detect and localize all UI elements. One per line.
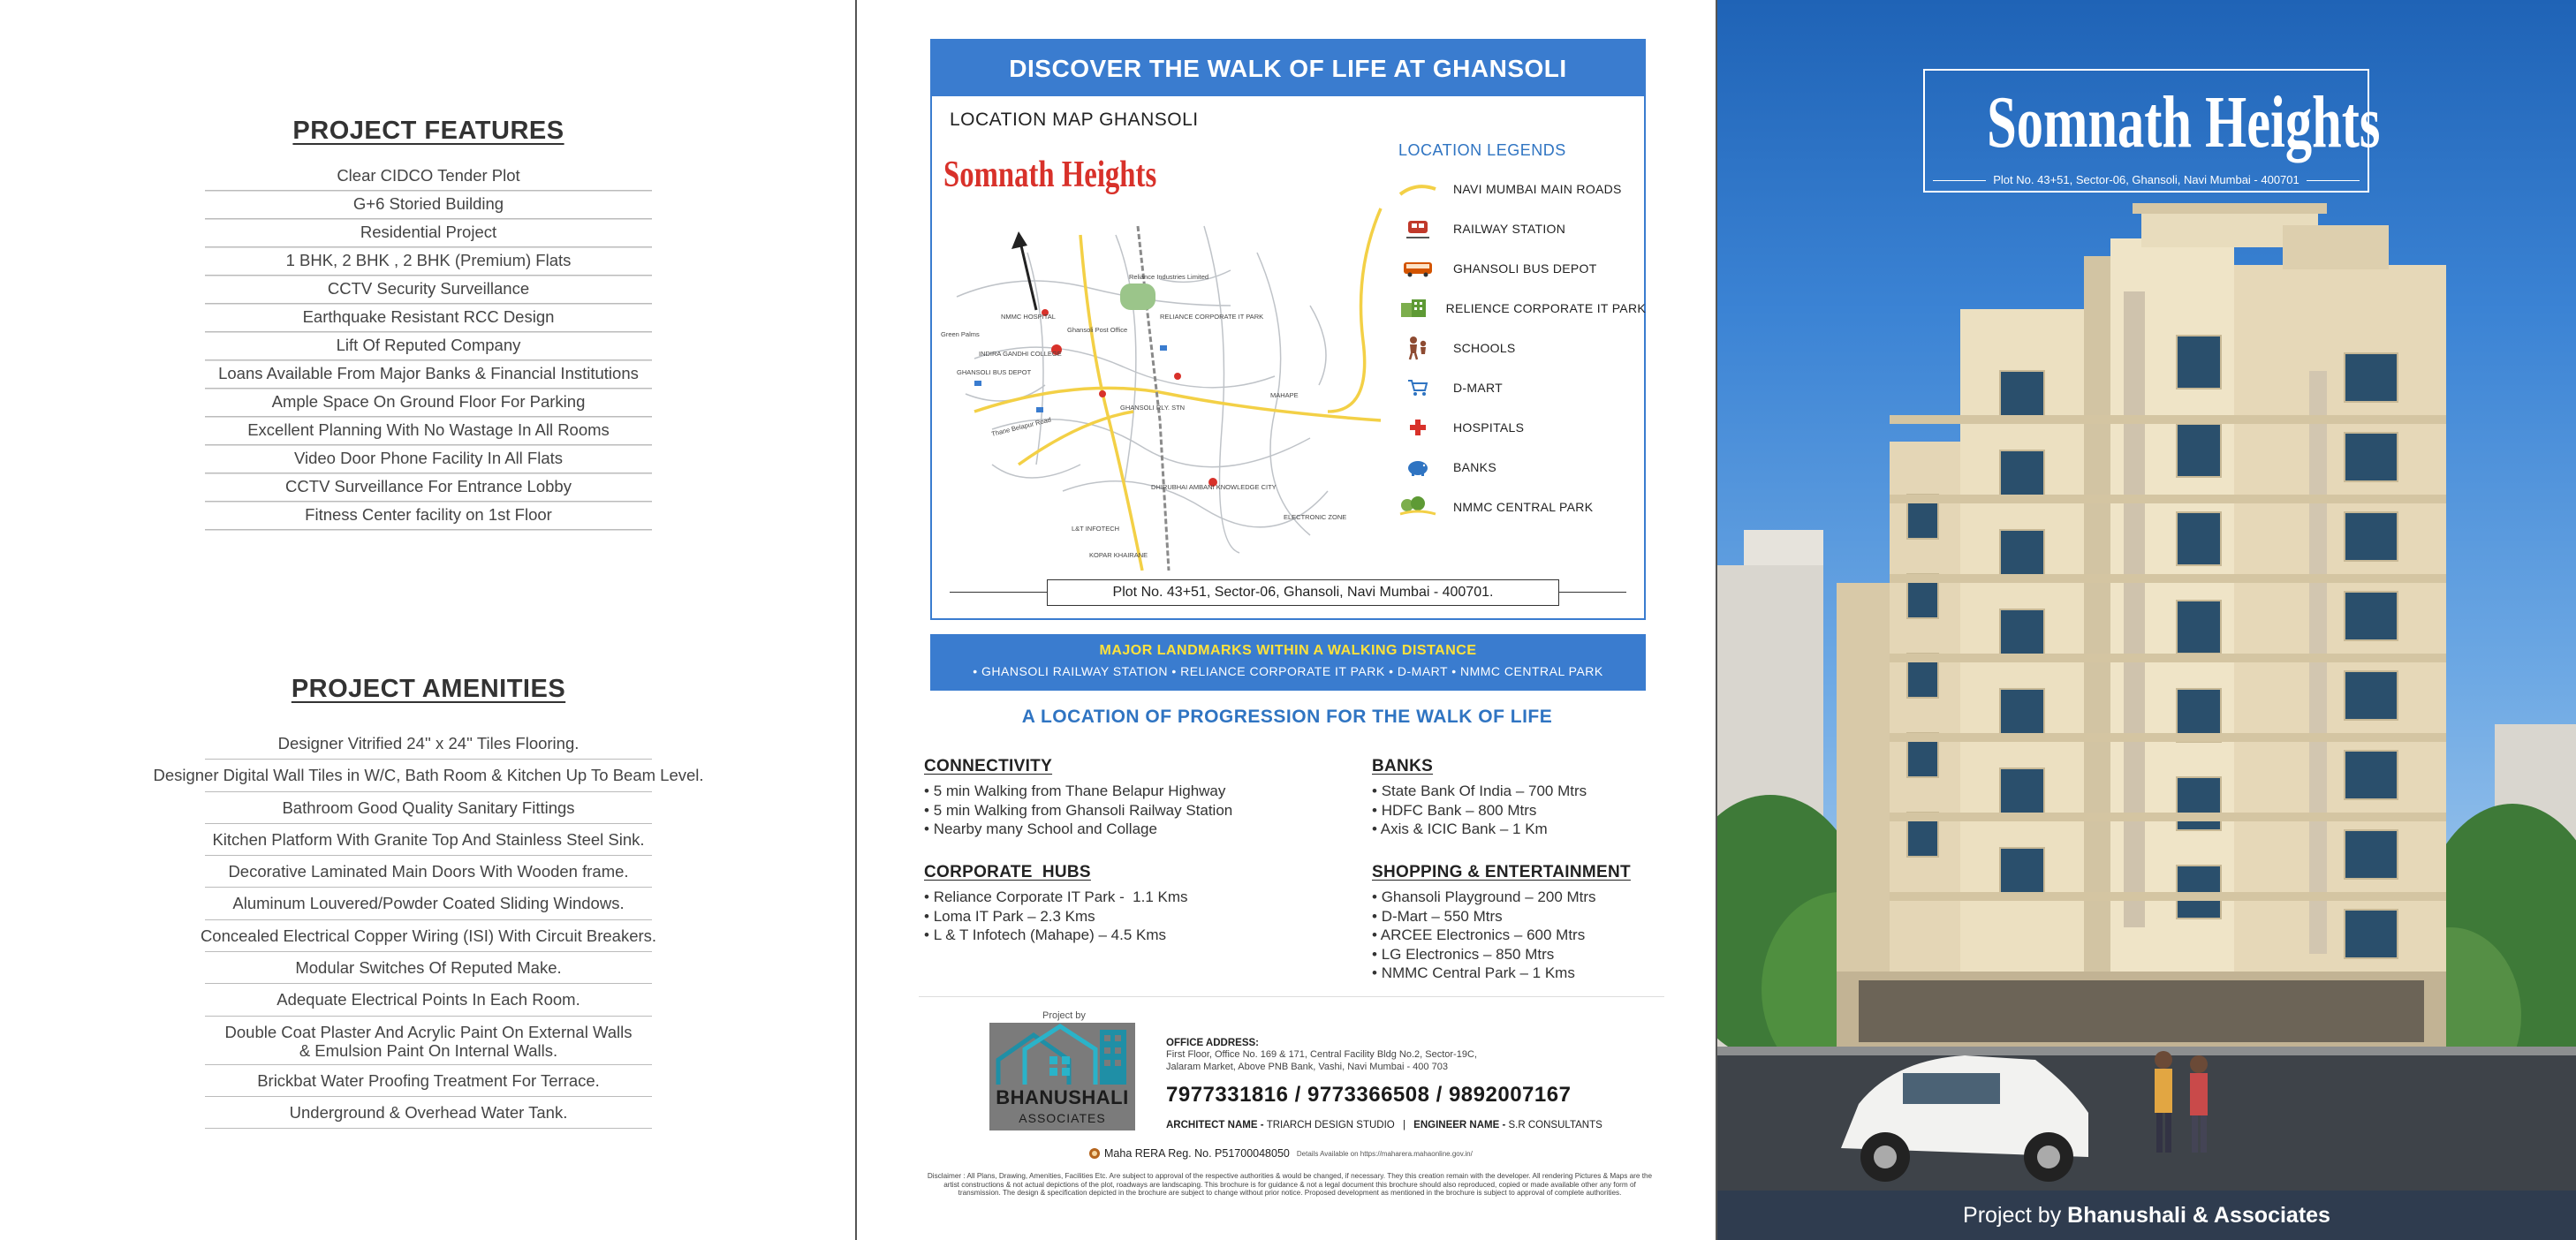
- map-label-mahape: MAHAPE: [1270, 391, 1299, 399]
- logo-name: BHANUSHALI: [996, 1086, 1129, 1108]
- cover-footer-prefix: Project by: [1963, 1203, 2062, 1228]
- office-heading: OFFICE ADDRESS:: [1166, 1038, 1259, 1048]
- list-item: • Axis & ICIC Bank – 1 Km: [1372, 820, 1699, 839]
- map-label-hospital: NMMC HOSPITAL: [1001, 313, 1056, 321]
- map-label-electronic: ELECTRONIC ZONE: [1284, 513, 1347, 521]
- legend-label: SCHOOLS: [1453, 341, 1516, 355]
- legend-item: [1398, 251, 1646, 286]
- amenity-item: Aluminum Louvered/Powder Coated Sliding Windows.: [133, 888, 724, 920]
- feature-item: Fitness Center facility on 1st Floor: [205, 502, 652, 530]
- map-address-text: Plot No. 43+51, Sector-06, Ghansoli, Navi Mumbai - 400701.: [1047, 579, 1559, 606]
- legend-label: NMMC CENTRAL PARK: [1453, 500, 1594, 514]
- map-label-kopar: KOPAR KHAIRANE: [1089, 551, 1148, 559]
- disclaimer: Disclaimer : All Plans, Drawing, Amenities, Facilities Etc. Are subject to approval of the respective authorities & would be changed, if necessary. They this creation remain with the developer. All rendering Pictures & Maps are the artist constructions & not actual depictions of the plot, roadways are landscaping. This brochure is for guidance & not a legal document this brochure should also reproduced, copied or made available other any form of transmission. The design & specification depicted in the brochure are subject to change without prior notice. Proposed development as mentioned in the brochure is subject to approval of complete authorities.: [927, 1172, 1653, 1197]
- amenities-title: PROJECT AMENITIES: [291, 675, 566, 703]
- legend-item: [1398, 171, 1646, 207]
- bus-icon: [1398, 257, 1437, 280]
- shopping-title: SHOPPING & ENTERTAINMENT: [1372, 863, 1631, 881]
- shopping-section: [1372, 863, 1699, 983]
- cover-panel: [1717, 0, 2576, 1240]
- list-item: • ARCEE Electronics – 600 Mtrs: [1372, 926, 1699, 945]
- list-item: • 5 min Walking from Ghansoli Railway Station: [924, 801, 1251, 820]
- architect-engineer: ARCHITECT NAME - TRIARCH DESIGN STUDIO | ENGINEER NAME - S.R CONSULTANTS: [1166, 1120, 1602, 1130]
- train-icon: [1398, 217, 1437, 240]
- list-item: • HDFC Bank – 800 Mtrs: [1372, 801, 1699, 820]
- amenity-item: Designer Vitrified 24'' x 24'' Tiles Flooring.: [133, 729, 724, 760]
- legend-item: [1398, 410, 1646, 445]
- engineer-name: S.R CONSULTANTS: [1508, 1120, 1602, 1130]
- map-label-dhirubhai: DHIRUBHAI AMBANI KNOWLEDGE CITY: [1151, 483, 1277, 491]
- legend-label: NAVI MUMBAI MAIN ROADS: [1453, 182, 1622, 196]
- features-panel: [0, 0, 857, 1240]
- map-label-road: Thane Belapur Road: [990, 415, 1052, 438]
- list-item: • State Bank Of India – 700 Mtrs: [1372, 782, 1699, 801]
- map-title: LOCATION MAP GHANSOLI: [950, 110, 1199, 130]
- feature-item: Lift Of Reputed Company: [205, 332, 652, 360]
- corporate-title: CORPORATE HUBS: [924, 863, 1091, 881]
- rera-number: Maha RERA Reg. No. P51700048050: [1104, 1147, 1290, 1160]
- map-label-reliance: Reliance Industries Limited: [1129, 273, 1209, 281]
- list-item: • NMMC Central Park – 1 Kms: [1372, 964, 1699, 983]
- amenity-item: Brickbat Water Proofing Treatment For Terrace.: [133, 1066, 724, 1098]
- map-address: [950, 579, 1626, 606]
- amenity-item: Double Coat Plaster And Acrylic Paint On External Walls & Emulsion Paint On Internal Walls.: [133, 1017, 724, 1066]
- office-line: Jalaram Market, Above PNB Bank, Vashi, Navi Mumbai - 400 703: [1166, 1062, 1448, 1072]
- list-item: • Reliance Corporate IT Park - 1.1 Kms: [924, 888, 1251, 907]
- architect-label: ARCHITECT NAME -: [1166, 1120, 1267, 1130]
- legend-title: LOCATION LEGENDS: [1398, 141, 1566, 159]
- map-label-reliance-park: RELIANCE CORPORATE IT PARK: [1160, 313, 1264, 321]
- phone-numbers[interactable]: 7977331816 / 9773366508 / 9892007167: [1166, 1083, 1572, 1107]
- building-icon: [1398, 297, 1430, 320]
- cover-footer-name: Bhanushali & Associates: [2067, 1203, 2330, 1228]
- landmarks-items: • GHANSOLI RAILWAY STATION • RELIANCE CORPORATE IT PARK • D-MART • NMMC CENTRAL PARK: [973, 664, 1603, 678]
- progression-title: A LOCATION OF PROGRESSION FOR THE WALK OF LIFE: [1021, 707, 1553, 727]
- legend-item: [1398, 450, 1646, 485]
- map-label-bus: GHANSOLI BUS DEPOT: [957, 368, 1032, 376]
- project-by-label: Project by: [1042, 1010, 1086, 1021]
- feature-item: G+6 Storied Building: [205, 191, 652, 219]
- landmarks-title: MAJOR LANDMARKS WITHIN A WALKING DISTANCE: [1099, 643, 1477, 658]
- cover-address: [1925, 173, 2368, 186]
- list-item: • D-Mart – 550 Mtrs: [1372, 907, 1699, 926]
- cover-footer: [1717, 1191, 2576, 1240]
- amenity-item: Concealed Electrical Copper Wiring (ISI) With Circuit Breakers.: [133, 921, 724, 953]
- features-list: [205, 163, 652, 530]
- features-title: PROJECT FEATURES: [292, 117, 564, 145]
- corporate-section: [924, 863, 1251, 945]
- feature-item: CCTV Surveillance For Entrance Lobby: [205, 473, 652, 502]
- legend-label: RELIENCE CORPORATE IT PARK: [1445, 301, 1646, 315]
- map-label-post: Ghansoli Post Office: [1067, 326, 1128, 334]
- list-item: • Ghansoli Playground – 200 Mtrs: [1372, 888, 1699, 907]
- location-map[interactable]: [939, 200, 1398, 571]
- location-panel: [857, 0, 1717, 1240]
- cover-brand-name: Somnath Heights: [1987, 81, 2381, 163]
- feature-item: Loans Available From Major Banks & Financial Institutions: [205, 360, 652, 389]
- office-address: [1166, 1038, 1625, 1073]
- map-brand-logo: Somnath Heights: [943, 155, 1157, 195]
- location-heading: DISCOVER THE WALK OF LIFE AT GHANSOLI: [932, 41, 1644, 96]
- piggy-bank-icon: [1398, 456, 1437, 479]
- rera-note[interactable]: Details Available on https://maharera.mahaonline.gov.in/: [1296, 1149, 1473, 1158]
- amenity-item: Decorative Laminated Main Doors With Wooden frame.: [133, 857, 724, 888]
- landmarks-box: [930, 634, 1646, 691]
- feature-item: 1 BHK, 2 BHK , 2 BHK (Premium) Flats: [205, 247, 652, 276]
- map-label-lt: L&T INFOTECH: [1072, 525, 1120, 533]
- list-item: • Loma IT Park – 2.3 Kms: [924, 907, 1251, 926]
- school-icon: [1398, 336, 1437, 359]
- banks-title: BANKS: [1372, 757, 1434, 775]
- connectivity-section: [924, 757, 1251, 839]
- amenity-item: Kitchen Platform With Granite Top And Stainless Steel Sink.: [133, 825, 724, 857]
- legend-item: [1398, 370, 1646, 405]
- legend-item: [1398, 291, 1646, 326]
- legend-item: [1398, 211, 1646, 246]
- feature-item: Excellent Planning With No Wastage In All Rooms: [205, 417, 652, 445]
- legend-label: D-MART: [1453, 381, 1503, 395]
- feature-item: Video Door Phone Facility In All Flats: [205, 445, 652, 473]
- feature-item: Ample Space On Ground Floor For Parking: [205, 389, 652, 417]
- amenity-item: Modular Switches Of Reputed Make.: [133, 953, 724, 985]
- location-map-box: [930, 39, 1646, 620]
- connectivity-title: CONNECTIVITY: [924, 757, 1053, 775]
- divider: [919, 996, 1664, 997]
- legend-label: BANKS: [1453, 460, 1496, 474]
- map-label-green-palms: Green Palms: [941, 330, 980, 338]
- legend-item: [1398, 489, 1646, 525]
- amenity-item: Designer Digital Wall Tiles in W/C, Bath Room & Kitchen Up To Beam Level.: [133, 760, 724, 792]
- amenity-item: Underground & Overhead Water Tank.: [133, 1098, 724, 1130]
- cart-icon: [1398, 376, 1437, 399]
- list-item: • Nearby many School and Collage: [924, 820, 1251, 839]
- office-line: First Floor, Office No. 169 & 171, Central Facility Bldg No.2, Sector-19C,: [1166, 1049, 1477, 1060]
- amenities-list: [133, 729, 724, 1130]
- legend-label: GHANSOLI BUS DEPOT: [1453, 261, 1597, 276]
- list-item: • LG Electronics – 850 Mtrs: [1372, 945, 1699, 964]
- banks-section: [1372, 757, 1699, 839]
- amenity-item: Adequate Electrical Points In Each Room.: [133, 985, 724, 1017]
- map-label-indira: INDIRA GANDHI COLLEGE: [979, 350, 1062, 358]
- legend-item: [1398, 330, 1646, 366]
- house-logo-icon: [989, 1023, 1135, 1086]
- park-icon: [1398, 495, 1437, 518]
- rera-line: [1088, 1147, 1473, 1160]
- map-label-station: GHANSOLI RLY. STN: [1120, 404, 1186, 412]
- feature-item: Earthquake Resistant RCC Design: [205, 304, 652, 332]
- list-item: • 5 min Walking from Thane Belapur Highway: [924, 782, 1251, 801]
- feature-item: Clear CIDCO Tender Plot: [205, 163, 652, 191]
- amenity-item: Bathroom Good Quality Sanitary Fittings: [133, 793, 724, 825]
- hospital-icon: [1398, 416, 1437, 439]
- legend-label: HOSPITALS: [1453, 420, 1525, 435]
- list-item: • L & T Infotech (Mahape) – 4.5 Kms: [924, 926, 1251, 945]
- rera-seal-icon: [1088, 1147, 1101, 1160]
- architect-name: TRIARCH DESIGN STUDIO: [1266, 1120, 1395, 1130]
- road-icon: [1398, 178, 1437, 200]
- legend-label: RAILWAY STATION: [1453, 222, 1566, 236]
- developer-logo: [989, 1023, 1135, 1130]
- feature-item: Residential Project: [205, 219, 652, 247]
- engineer-label: ENGINEER NAME -: [1413, 1120, 1509, 1130]
- logo-sub: ASSOCIATES: [1019, 1111, 1106, 1125]
- cover-brand-box: [1923, 69, 2381, 193]
- cover-address-text: Plot No. 43+51, Sector-06, Ghansoli, Navi Mumbai - 400701: [1993, 173, 2299, 186]
- feature-item: CCTV Security Surveillance: [205, 276, 652, 304]
